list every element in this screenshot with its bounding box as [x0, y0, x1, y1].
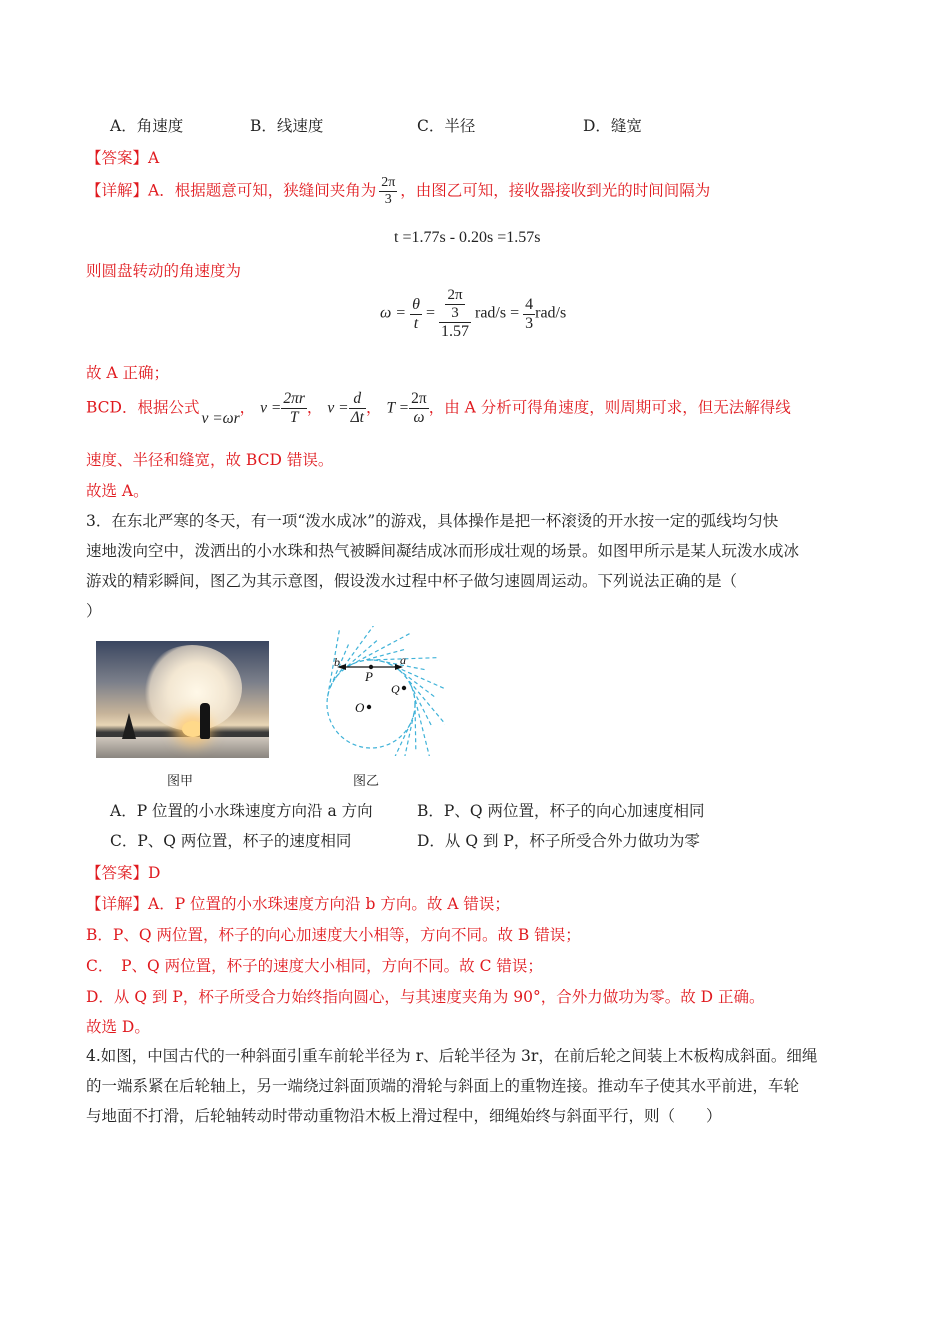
label-b: b	[334, 655, 340, 669]
q3-option-a: A．P 位置的小水珠速度方向沿 a 方向	[110, 802, 373, 820]
q2-option-b: B．线速度	[250, 117, 324, 135]
tangent-dash-line	[390, 723, 411, 756]
q3-detail-3: C． P、Q 两位置，杯子的速度大小相同，方向不同。故 C 错误；	[86, 957, 543, 975]
q2-answer: 【答案】A	[86, 149, 160, 167]
q2-choose: 故选 A。	[86, 482, 149, 500]
figure-diagram	[285, 626, 445, 756]
formula-v3-lhs: v =	[327, 399, 349, 417]
fraction-2pir-over-t: $\frac{2\pi r}{T}$	[283, 390, 305, 426]
bcd-intro: BCD．根据公式	[86, 398, 200, 417]
fraction-2pi-over-omega: $\frac{2\pi}{\omega}$	[411, 390, 427, 426]
fraction-4-over-3: $\frac{4}{3}$	[525, 295, 534, 332]
q2-detail-line1	[86, 175, 710, 208]
figure-photo	[96, 641, 269, 758]
formula-v2-lhs: v =	[260, 399, 282, 417]
q3-text-line-1: 3．在东北严寒的冬天，有一项“泼水成冰”的游戏，具体操作是把一杯滚烫的开水按一定的弧线均匀快	[86, 512, 779, 530]
fraction-2pi3-over-157: $\frac{\frac{2\pi}{3}}{1.57}$	[440, 287, 469, 340]
omega-unit-1: rad/s =	[474, 304, 520, 322]
q2-option-d: D．缝宽	[583, 117, 642, 135]
q2-option-a: A．角速度	[110, 117, 184, 135]
label-o: O	[355, 700, 365, 715]
q3-option-b: B．P、Q 两位置，杯子的向心加速度相同	[417, 802, 705, 820]
q3-choose: 故选 D。	[86, 1018, 150, 1036]
formula-t-lhs: T =	[386, 399, 410, 417]
label-a: a	[400, 653, 406, 667]
q3-option-c: C．P、Q 两位置，杯子的速度相同	[110, 832, 352, 850]
detail-text-tail: ，由图乙可知，接收器接收到光的时间间隔为	[400, 181, 711, 200]
q3-detail-2: B．P、Q 两位置，杯子的向心加速度大小相等，方向不同。故 B 错误；	[86, 926, 581, 944]
q4-text-line-1: 4.如图，中国古代的一种斜面引重车前轮半径为 r、后轮半径为 3r，在前后轮之间装上木板构成斜面。细绳	[86, 1047, 818, 1065]
q4-text-line-3: 与地面不打滑，后轮轴转动时带动重物沿木板上滑过程中，细绳始终与斜面平行，则（ ）	[86, 1107, 722, 1125]
tangent-dash-line	[415, 703, 416, 752]
q2-option-c: C．半径	[417, 117, 476, 135]
label-p: P	[365, 669, 373, 684]
omega-intro: 则圆盘转动的角速度为	[86, 262, 242, 280]
q3-text-line-3: 游戏的精彩瞬间，图乙为其示意图，假设泼水过程中杯子做匀速圆周运动。下列说法正确的是（	[86, 572, 738, 590]
label-q: Q	[391, 682, 400, 696]
fraction-2pi-over-3: $\frac{2\pi}{3}$	[381, 175, 396, 207]
bcd-line: BCD．根据公式v =ωr， v = $\frac{2\pi r}{T}$ ， v = $\frac{d}{\Delta t}$ ， T = $\frac{2\pi}{\omega}$ ，由 A 分析可得角速度，则周期可求，但无法解得线	[86, 390, 791, 427]
q3-answer: 【答案】D	[86, 864, 161, 882]
q4-text-line-2: 的一端系紧在后轮轴上，另一端绕过斜面顶端的滑轮与斜面上的重物连接。推动车子使其水平前进，车轮	[86, 1077, 800, 1095]
q3-detail-4: D．从 Q 到 P，杯子所受合力始终指向圆心，与其速度夹角为 90°，合外力做功为零。故 D 正确。	[86, 988, 765, 1006]
fraction-d-over-dt: $\frac{d}{\Delta t}$	[350, 390, 364, 426]
bcd-line-2: 速度、半径和缝宽，故 BCD 错误。	[86, 451, 334, 469]
equation-omega: ω = $\frac{\theta}{t}$ = $\frac{\frac{2\pi}{3}}{1.57}$ rad/s = $\frac{4}{3}$ rad/s	[380, 287, 567, 340]
a-correct-line: 故 A 正确；	[86, 364, 170, 382]
omega-lhs: ω =	[380, 304, 407, 322]
caption-photo: 图甲	[167, 774, 194, 789]
fraction-theta-over-t: $\frac{\theta}{t}$	[412, 295, 420, 332]
tangent-dash-line	[410, 684, 432, 728]
caption-diagram: 图乙	[353, 774, 380, 789]
q3-option-d: D．从 Q 到 P，杯子所受合外力做功为零	[417, 832, 700, 850]
formula-v-omega-r: v =ωr	[201, 409, 240, 427]
detail-label: 【详解】	[86, 181, 149, 200]
bcd-tail: ，由 A 分析可得角速度，则周期可求，但无法解得线	[428, 398, 791, 417]
q3-detail-1: 【详解】A．P 位置的小水珠速度方向沿 b 方向。故 A 错误；	[86, 895, 510, 913]
tangent-dash-line	[405, 676, 445, 730]
detail-text: A．根据题意可知，狭缝间夹角为	[148, 181, 377, 200]
q3-text-line-2: 速地泼向空中，泼洒出的小水珠和热气被瞬间凝结成冰而形成壮观的场景。如图甲所示是某人玩泼水成冰	[86, 542, 800, 560]
q3-text-line-4: ）	[86, 602, 102, 620]
tangent-dash-line	[397, 669, 436, 698]
equation-time-interval: t =1.77s - 0.20s =1.57s	[394, 229, 541, 246]
omega-unit-2: rad/s	[535, 304, 567, 322]
